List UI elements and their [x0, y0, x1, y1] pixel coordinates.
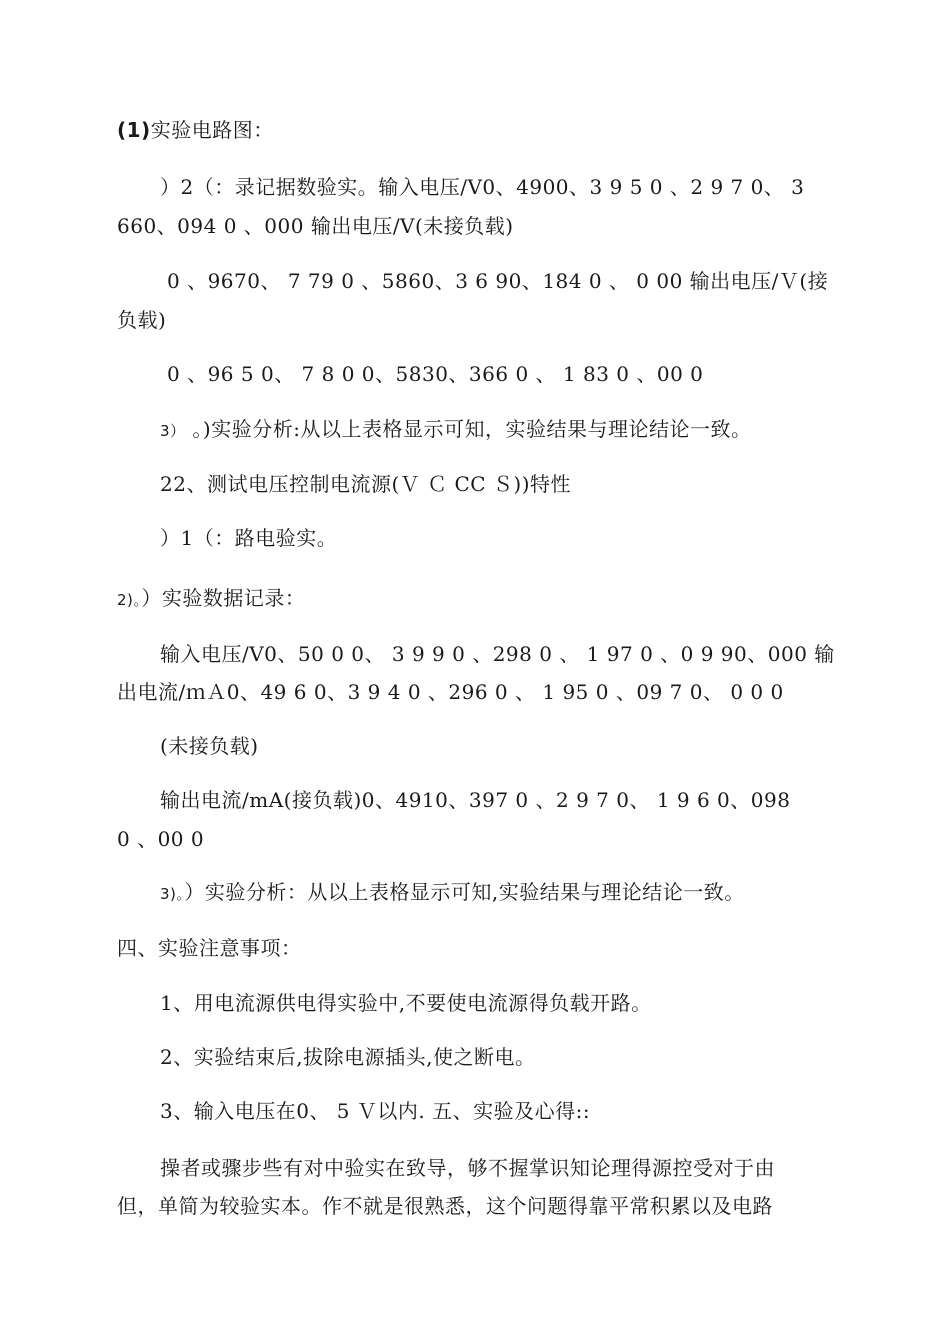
record-text: ）实验数据记录：: [141, 586, 306, 610]
data-record-line: 660、094 0 、000 输出电压/V(未接负载): [117, 214, 514, 238]
data-record-line: 0 、96 5 0、 7 8 0 0、5830、366 0 、 1 83 0 、00 0: [167, 362, 704, 386]
vccs-section-title: 22、测试电压控制电流源(Ｖ Ｃ CC Ｓ))特性: [160, 472, 572, 496]
analysis-number: 3)。: [160, 885, 185, 903]
reflection-line: 但，单简为较验实本。作不就是很熟悉，这个问题得靠平常积累以及电路: [117, 1194, 773, 1218]
vccs-data-line: (未接负载): [160, 734, 259, 758]
record-number: 2)。: [117, 591, 142, 609]
analysis-text: ）实验分析：从以上表格显示可知,实验结果与理论结论一致。: [184, 880, 745, 904]
reflection-line: 操者或骤步些有对中验实在致导，够不握掌识知论理得源控受对于由: [160, 1156, 775, 1180]
vccs-data-line: 出电流/ｍＡ0、49 6 0、3 9 4 0 、296 0 、 1 95 0 、09 7 0、 0 0 0: [117, 680, 784, 704]
analysis-paragraph: [160, 874, 745, 912]
analysis-paragraph: [160, 411, 751, 449]
vccs-data-line: 0 、00 0: [117, 827, 205, 851]
vccs-data-line: 输出电流/mA(接负载)0、4910、397 0 、2 9 7 0、 1 9 6 0、098: [160, 788, 791, 812]
analysis-text: 。)实验分析:从以上表格显示可知，实验结果与理论结论一致。: [192, 417, 752, 441]
notes-section-title: 四、实验注意事项：: [117, 936, 302, 960]
note-item: 3、输入电压在0、 5 Ｖ以内. 五、实验及心得::: [160, 1099, 591, 1123]
vccs-data-line: 输入电压/V0、50 0 0、 3 9 9 0 、298 0 、 1 97 0 、0 9 90、000 输: [160, 642, 835, 666]
vccs-circuit-line: ）1（：路电验实。: [160, 526, 338, 550]
data-record-line: 负载): [117, 308, 167, 332]
vccs-record-heading: [117, 580, 305, 618]
note-item: 1、用电流源供电得实验中,不要使电流源得负载开路。: [160, 991, 652, 1015]
heading-text: 实验电路图：: [150, 118, 274, 142]
analysis-number: 3）: [160, 422, 186, 440]
heading-number: (1): [117, 118, 151, 142]
data-record-line: 0 、9670、 7 79 0 、5860、3 6 90、184 0 、 0 00 输出电压/Ｖ(接: [167, 269, 829, 293]
note-item: 2、实验结束后,拔除电源插头,使之断电。: [160, 1045, 536, 1069]
circuit-diagram-heading: [117, 112, 274, 148]
data-record-line: ）2（：录记据数验实。输入电压/V0、4900、3 9 5 0 、2 9 7 0、 3: [160, 175, 805, 199]
